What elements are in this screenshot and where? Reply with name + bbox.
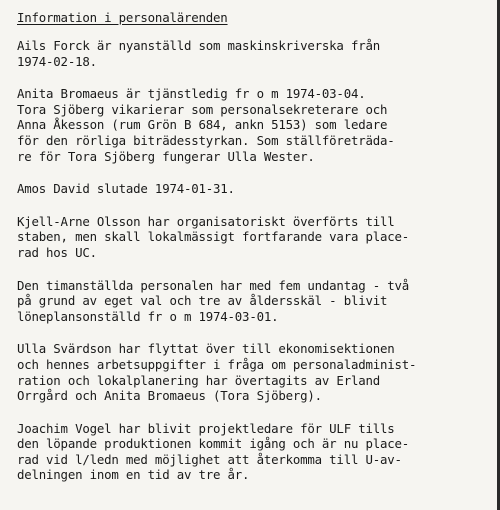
text-line: rad hos UC. — [17, 244, 97, 260]
text-line: och hennes arbetsuppgifter i fråga om personaladminist- — [17, 356, 417, 372]
text-line: delningen inom en tid av tre år. — [17, 467, 250, 483]
text-line: 1974-02-18. — [17, 53, 97, 69]
paragraph — [17, 86, 488, 164]
text-line: på grund av eget val och tre av åldersskäl - blivit — [17, 293, 388, 309]
text-line: rad vid l/ledn med möjlighet att återkomma till U-av- — [17, 451, 402, 467]
paragraph — [17, 341, 488, 403]
paragraph — [17, 38, 488, 69]
text-line: Ails Forck är nyanställd som maskinskriverska från — [17, 38, 380, 53]
text-line: Orrgård och Anita Bromaeus (Tora Sjöberg). — [17, 388, 322, 404]
paragraph — [17, 181, 488, 197]
text-line: löneplansonställd fr o m 1974-03-01. — [17, 308, 279, 324]
text-line: Joachim Vogel har blivit projektledare för ULF tills — [17, 420, 395, 436]
document-body — [17, 38, 488, 483]
text-line: Anna Åkesson (rum Grön B 684, ankn 5153) som ledare — [17, 117, 388, 133]
text-line: för den rörliga biträdesstyrkan. Som ställföreträda- — [17, 132, 395, 148]
text-line: Amos David slutade 1974-01-31. — [17, 181, 235, 197]
paragraph — [17, 214, 488, 261]
text-line: Den timanställda personalen har med fem undantag - två — [17, 277, 410, 293]
text-line: ration och lokalplanering har övertagits av Erland — [17, 372, 380, 388]
text-line: den löpande produktionen kommit igång och är nu place- — [17, 436, 410, 452]
text-line: Ulla Svärdson har flyttat över till ekonomisektionen — [17, 341, 395, 357]
document-title: Information i personalärenden — [17, 10, 228, 25]
text-line: re för Tora Sjöberg fungerar Ulla Wester. — [17, 148, 315, 164]
text-line: Kjell-Arne Olsson har organisatoriskt överförts till — [17, 213, 395, 229]
paragraph — [17, 421, 488, 483]
text-line: staben, men skall lokalmässigt fortfarande vara place- — [17, 229, 410, 245]
paragraph — [17, 278, 488, 325]
text-line: Tora Sjöberg vikarierar som personalsekreterare och — [17, 101, 388, 117]
text-line: Anita Bromaeus är tjänstledig fr o m 1974-03-04. — [17, 86, 366, 102]
